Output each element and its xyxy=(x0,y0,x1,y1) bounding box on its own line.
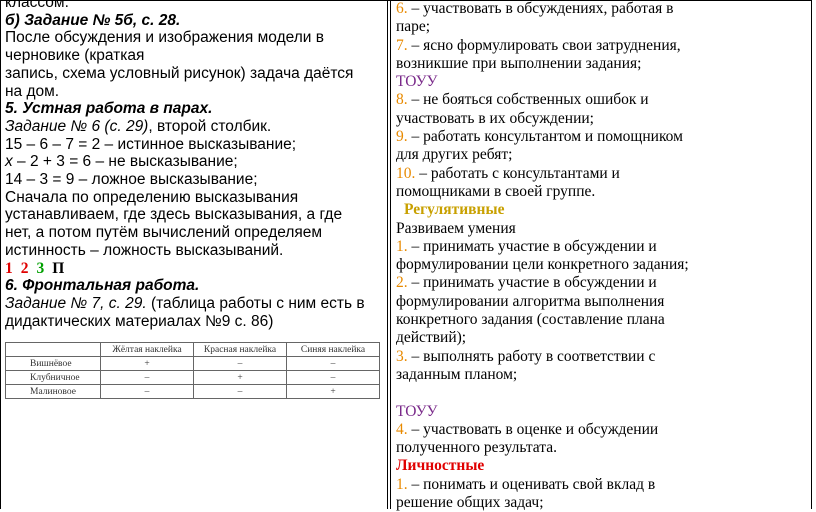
list-item xyxy=(396,238,808,256)
list-item xyxy=(396,274,808,292)
personal-heading: Личностные xyxy=(396,457,485,475)
item-text: – ясно формулировать свои затруднения, xyxy=(407,36,681,54)
item-text: – работать консультантом и помощником xyxy=(407,128,683,146)
number-2: 2 xyxy=(20,259,29,277)
item-number: 4. xyxy=(396,420,408,438)
column-divider-inner xyxy=(390,0,391,509)
task-ref: Задание № 7, с. 29. xyxy=(5,294,147,312)
text-line: запись, схема условный рисунок) задача даётся xyxy=(5,64,354,82)
table-row xyxy=(6,371,380,385)
header-cell: Синяя наклейка xyxy=(287,343,380,357)
table-cell: – xyxy=(287,371,380,385)
text-line: формулировании цели конкретного задания; xyxy=(396,256,689,274)
item-number: 3. xyxy=(396,347,408,365)
item-number: 1. xyxy=(396,475,408,493)
table-cell: + xyxy=(194,371,287,385)
table-border-left xyxy=(0,0,1,509)
row-label: Вишнёвое xyxy=(6,357,101,371)
item-number: 7. xyxy=(396,36,408,54)
text-line xyxy=(5,295,383,313)
list-item xyxy=(396,91,808,109)
list-item xyxy=(396,165,808,183)
item-number: 2. xyxy=(396,274,408,292)
list-item xyxy=(396,0,808,18)
item-text: – понимать и оценивать свой вклад в xyxy=(407,475,656,493)
item-number: 6. xyxy=(396,0,408,17)
table-cell: – xyxy=(194,357,287,371)
text-line: устанавливаем, где здесь высказывания, а где xyxy=(5,206,343,224)
regulative-heading: Регулятивные xyxy=(404,201,505,219)
equation-tail: – 2 + 3 = 6 – не высказывание; xyxy=(12,153,238,171)
item-text: – участвовать в обсуждениях, работая в xyxy=(407,0,674,17)
section-heading: 6. Фронтальная работа. xyxy=(5,277,200,295)
header-cell: Красная наклейка xyxy=(194,343,287,357)
item-text: – выполнять работу в соответствии с xyxy=(407,347,656,365)
task-ref-tail: (таблица работы с ним есть в xyxy=(146,294,365,312)
text-line: для других ребят; xyxy=(396,146,513,164)
table-cell: + xyxy=(101,357,194,371)
text-line: Развиваем умения xyxy=(396,219,516,237)
item-text: – работать с консультантами и xyxy=(415,164,620,182)
item-text: – принимать участие в обсуждении и xyxy=(407,237,657,255)
touu-heading: ТОУУ xyxy=(396,73,438,91)
variable-x: х xyxy=(5,153,13,171)
text-line xyxy=(5,153,383,171)
table-header-row xyxy=(6,343,380,357)
table-row xyxy=(6,385,380,399)
letter-p: П xyxy=(52,259,65,277)
item-number: 8. xyxy=(396,91,408,109)
text-line: действий); xyxy=(396,329,467,347)
list-item xyxy=(396,421,808,439)
row-label: Клубничное xyxy=(6,371,101,385)
row-label: Малиновое xyxy=(6,385,101,399)
number-3: 3 xyxy=(36,259,45,277)
text-line: формулировании алгоритма выполнения xyxy=(396,292,665,310)
table-cell: – xyxy=(194,385,287,399)
table-row xyxy=(6,357,380,371)
list-item xyxy=(396,348,808,366)
table-border-right xyxy=(811,0,812,509)
touu-heading: ТОУУ xyxy=(396,402,438,420)
text-line: нет, а потом путём вычислений определяем xyxy=(5,224,323,242)
item-text: – не бояться собственных ошибок и xyxy=(407,91,649,109)
task-ref: Задание № 6 (с. 29) xyxy=(5,117,149,135)
stickers-table xyxy=(5,342,380,399)
item-number: 9. xyxy=(396,128,408,146)
text-line: 14 – 3 = 9 – ложное высказывание; xyxy=(5,171,258,189)
text-line: полученного результата. xyxy=(396,439,557,457)
list-item xyxy=(396,128,808,146)
text-line: конкретного задания (составление плана xyxy=(396,311,665,329)
item-number: 1. xyxy=(396,237,408,255)
text-line xyxy=(5,118,383,136)
header-cell xyxy=(6,343,101,357)
table-cell: + xyxy=(287,385,380,399)
item-text: – участвовать в оценке и обсуждении xyxy=(407,420,659,438)
text-line: возникшие при выполнении задания; xyxy=(396,54,642,72)
task-heading: б) Задание № 5б, с. 28. xyxy=(5,11,181,29)
list-item xyxy=(396,37,808,55)
header-cell: Жёлтая наклейка xyxy=(101,343,194,357)
text-line: участвовать в их обсуждении; xyxy=(396,109,594,127)
text-line: черновике (краткая xyxy=(5,47,145,65)
task-ref-tail: , второй столбик. xyxy=(148,117,272,135)
spacer xyxy=(396,384,808,402)
text-line: Сначала по определению высказывания xyxy=(5,188,299,206)
number-1: 1 xyxy=(5,259,13,277)
text-line: паре; xyxy=(396,18,431,36)
text-line: 15 – 6 – 7 = 2 – истинное высказывание; xyxy=(5,135,297,153)
table-cell: – xyxy=(101,385,194,399)
table-cell: – xyxy=(287,357,380,371)
text-line: дидактических материалах №9 с. 86) xyxy=(5,312,274,330)
column-divider xyxy=(387,0,388,509)
item-number: 10. xyxy=(396,164,416,182)
text-line: решение общих задач; xyxy=(396,494,544,512)
right-column xyxy=(396,0,808,512)
left-column xyxy=(5,0,383,330)
text-line: истинность – ложность высказываний. xyxy=(5,241,284,259)
text-line: на дом. xyxy=(5,82,60,100)
item-text: – принимать участие в обсуждении и xyxy=(407,274,657,292)
text-line: классом. xyxy=(5,0,69,11)
section-heading: 5. Устная работа в парах. xyxy=(5,100,213,118)
list-item xyxy=(396,476,808,494)
color-numbers xyxy=(5,260,383,278)
table-cell: – xyxy=(101,371,194,385)
text-line: После обсуждения и изображения модели в xyxy=(5,29,324,47)
text-line: заданным планом; xyxy=(396,365,518,383)
text-line: помощниками в своей группе. xyxy=(396,182,596,200)
